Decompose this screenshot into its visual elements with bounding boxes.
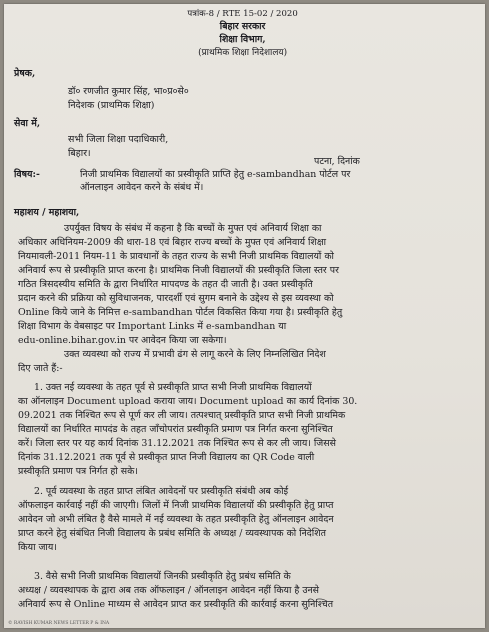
point-line: 3. वैसे सभी निजी प्राथमिक विद्यालयों जिनकी प्रस्वीकृति हेतु प्रबंध समिति के xyxy=(34,571,291,582)
point-line: 09.2021 तक निश्चित रूप से पूर्ण कर ली जाय। तत्पश्चात् प्रस्वीकृति प्राप्त सभी निजी प्राथमिक xyxy=(18,410,346,421)
body-line: अधिकार अधिनियम-2009 की धारा-18 एवं बिहार राज्य बच्चों के मुफ्त एवं अनिवार्य शिक्षा xyxy=(18,237,326,248)
point-line: आवेदन जो अभी लंबित है वैसे मामले में नई व्यवस्था के तहत प्रस्वीकृति हेतु ऑनलाइन आवेदन xyxy=(18,514,334,525)
recipient-label: सेवा में, xyxy=(14,118,41,129)
point-line: का ऑनलाइन Document upload कराया जाय। Document upload का कार्य दिनांक 30. xyxy=(18,396,358,407)
subject-label: विषय:- xyxy=(14,169,40,180)
letter-page xyxy=(4,4,485,628)
body-line: उपर्युक्त विषय के संबंध में कहना है कि बच्चों के मुफ्त एवं अनिवार्य शिक्षा का xyxy=(64,223,322,234)
point-line: करें। जिला स्तर पर यह कार्य दिनांक 31.12.2021 तक निश्चित रूप से कर ली जाय। जिससे xyxy=(18,438,336,449)
body-line: शिक्षा विभाग के वेबसाइट पर Important Links में e-sambandhan या xyxy=(18,321,287,332)
salutation: महाशय / महाशया, xyxy=(14,207,80,218)
place-date: पटना, दिनांक xyxy=(314,156,360,167)
watermark-credit: © RAVISH KUMAR NEWS LETTER P & INA xyxy=(8,621,110,626)
point-line: प्रस्वीकृति प्रमाण पत्र निर्गत हो सके। xyxy=(18,466,138,477)
recipient-line-1: सभी जिला शिक्षा पदाधिकारी, xyxy=(68,134,169,145)
point-line: 1. उक्त नई व्यवस्था के तहत पूर्व से प्रस्वीकृति प्राप्त सभी निजी प्राथमिक विद्यालयों xyxy=(34,382,312,393)
body-line: Online किये जाने के निमित्त e-sambandhan पोर्टल विकसित किया गया है। प्रस्वीकृति हेतु xyxy=(18,307,343,318)
point-line: अनिवार्य रूप से Online माध्यम से आवेदन प्राप्त कर प्रस्वीकृति की कार्रवाई करना सुनिश्चित xyxy=(18,599,334,610)
recipient-line-2: बिहार। xyxy=(68,148,91,159)
sender-label: प्रेषक, xyxy=(14,68,36,79)
body-line: edu-online.bihar.gov.in पर आवेदन किया जा सकेगा। xyxy=(18,335,227,346)
body-line: प्रदान करने की प्रक्रिया को सुविधाजनक, पारदर्शी एवं सुगम बनाने के उद्देश्य से इस व्यवस्था को xyxy=(18,293,334,304)
reference-number: पत्रांक-8 / RTE 15-02 / 2020 xyxy=(187,9,298,19)
point-line: अध्यक्ष / व्यवस्थापक के द्वारा अब तक ऑफलाइन / ऑनलाइन आवेदन नहीं किया है उनसे xyxy=(18,585,320,596)
body-line: गठित त्रिसदस्यीय समिति के द्वारा निर्धारित मापदण्ड के तहत दी जाती है। उक्त प्रस्वीकृति xyxy=(18,279,313,290)
body-line: उक्त व्यवस्था को राज्य में प्रभावी ढंग से लागू करने के लिए निम्नलिखित निदेश xyxy=(64,349,326,360)
subject-line-2: ऑनलाइन आवेदन करने के संबंध में। xyxy=(80,182,204,193)
body-line: दिए जाते हैं:- xyxy=(18,363,63,374)
body-line: नियमावली-2011 नियम-11 के प्रावधानों के तहत राज्य के सभी निजी प्राथमिक विद्यालयों को xyxy=(18,251,334,262)
body-line: अनिवार्य रूप से प्रस्वीकृति प्राप्त करना है। प्राथमिक निजी विद्यालयों की प्रस्वीकृति जिला स्तर पर xyxy=(18,265,339,276)
point-line: 2. पूर्व व्यवस्था के तहत प्राप्त लंबित आवेदनों पर प्रस्वीकृति संबंधी अब कोई xyxy=(34,486,289,497)
subject-line-1: निजी प्राथमिक विद्यालयों का प्रस्वीकृति प्राप्ति हेतु e-sambandhan पोर्टल पर xyxy=(80,169,351,180)
point-line: ऑफलाइन कार्रवाई नहीं की जाएगी। जिलों में निजी प्राथमिक विद्यालयों की प्रस्वीकृति हेतु प्राप्त xyxy=(18,500,334,511)
sender-designation: निदेशक (प्राथमिक शिक्षा) xyxy=(68,100,155,111)
sender-name: डॉ० रणजीत कुमार सिंह, भा०प्र०से० xyxy=(68,86,189,97)
point-line: दिनांक 31.12.2021 तक पूर्व से प्रस्वीकृत प्राप्त निजी विद्यालय का QR Code वाली xyxy=(18,452,315,463)
point-line: प्राप्त करने हेतु संबंधित निजी विद्यालय के प्रबंध समिति के अध्यक्ष / व्यवस्थापक को निदेशित xyxy=(18,528,326,539)
point-line: किया जाय। xyxy=(18,542,57,553)
department-name: शिक्षा विभाग, xyxy=(219,34,266,45)
government-name: बिहार सरकार xyxy=(219,21,266,32)
point-line: विद्यालयों का निर्धारित मापदंड के तहत जाँचोपरांत प्रस्वीकृति प्रमाण पत्र निर्गत करना सुनिश्चित xyxy=(18,424,333,435)
office-name: (प्राथमिक शिक्षा निदेशालय) xyxy=(198,48,288,58)
